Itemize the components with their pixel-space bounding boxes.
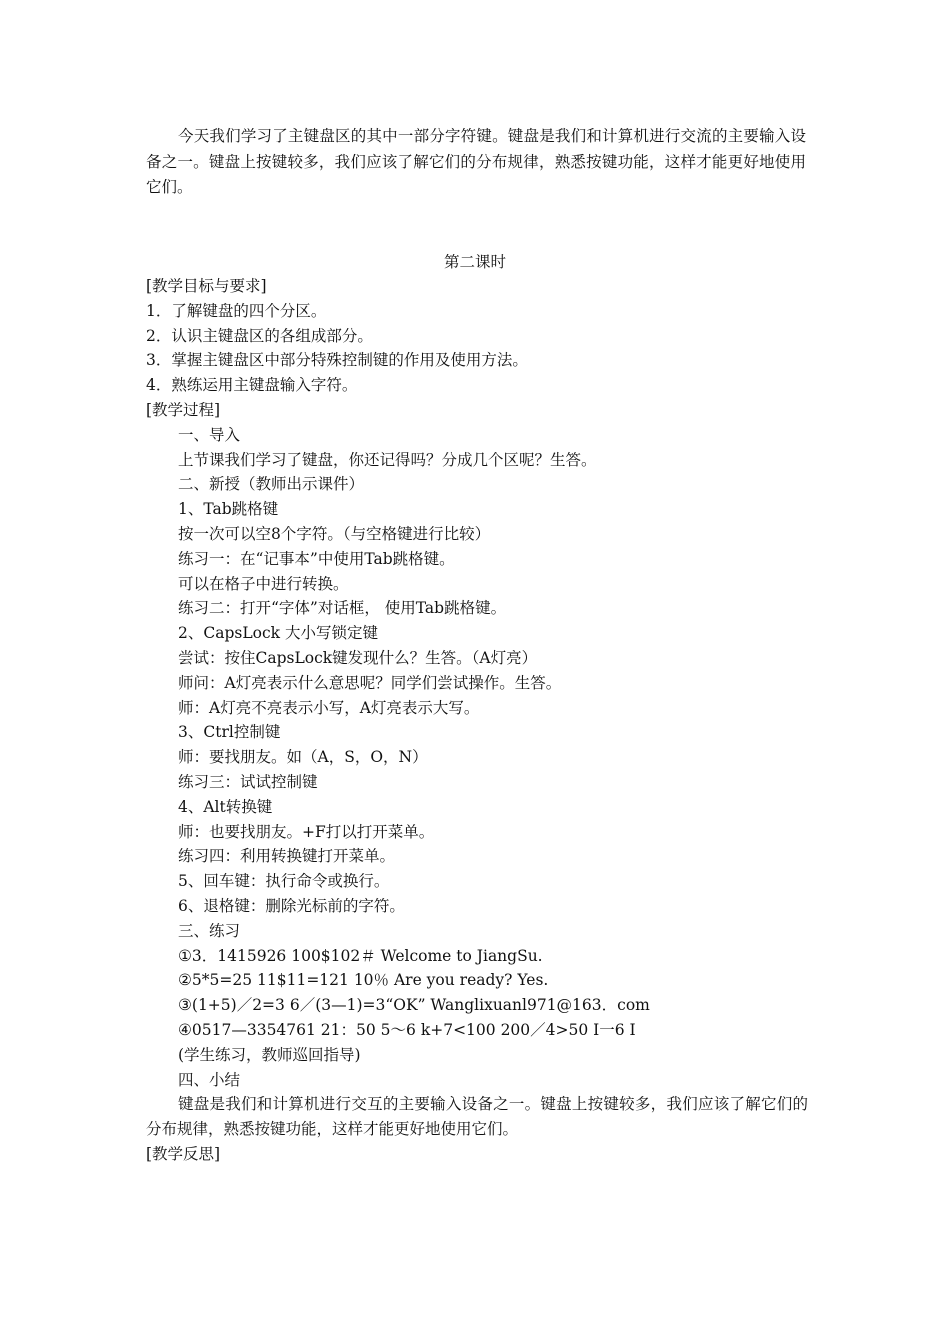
key-backspace-line: 6、退格键：删除光标前的字符。	[178, 896, 405, 915]
goals-heading: [教学目标与要求]	[146, 277, 267, 295]
section-practice-heading: 三、练习	[178, 921, 241, 940]
process-line: 尝试：按住CapsLock键发现什么？生答。（A灯亮）	[178, 648, 538, 667]
process-line: 上节课我们学习了键盘，你还记得吗？分成几个区呢？生答。	[178, 450, 597, 469]
process-line: 师问：A灯亮表示什么意思呢？同学们尝试操作。生答。	[178, 673, 562, 692]
exercise-line: 练习二：打开“字体”对话框， 使用Tab跳格键。	[178, 599, 507, 618]
key-tab-heading: 1、Tab跳格键	[178, 500, 279, 519]
process-line: 按一次可以空8个字符。（与空格键进行比较）	[178, 524, 491, 543]
process-line: 可以在格子中进行转换。	[178, 574, 349, 593]
reflection-heading: [教学反思]	[146, 1144, 221, 1163]
practice-line: ③(1+5)／2=3 6／(3—1)=3“OK” Wanglixuanl971@163．com	[178, 996, 650, 1015]
intro-paragraph: 今天我们学习了主键盘区的其中一部分字符键。键盘是我们和计算机进行交流的主要输入设备之一。键盘上按键较多，我们应该了解它们的分布规律，熟悉按键功能，这样才能更好地使用它们。	[146, 127, 806, 196]
lesson-body	[146, 274, 808, 1167]
key-ctrl-heading: 3、Ctrl控制键	[178, 723, 281, 742]
summary-heading: 四、小结	[178, 1070, 241, 1089]
practice-line: ①3．1415926 100$102＃ Welcome to JiangSu.	[178, 946, 543, 965]
practice-line: ②5*5=25 11$11=121 10％ Are you ready? Yes.	[178, 971, 549, 990]
goal-item: 1．了解键盘的四个分区。	[146, 301, 327, 320]
process-line: 师：也要找朋友。+F打以打开菜单。	[178, 822, 435, 841]
process-line: 师：A灯亮不亮表示小写，A灯亮表示大写。	[178, 698, 480, 717]
key-alt-heading: 4、Alt转换键	[178, 797, 273, 816]
goal-item: 3．掌握主键盘区中部分特殊控制键的作用及使用方法。	[146, 351, 528, 370]
exercise-line: 练习四：利用转换键打开菜单。	[178, 847, 396, 866]
process-line: 师：要找朋友。如（A，S，O，N）	[178, 748, 428, 767]
section-intro-heading: 一、导入	[178, 425, 241, 444]
practice-line: ④0517—3354761 21：50 5～6 k+7<100 200／4>50 Ⅰ一6 Ⅰ	[178, 1020, 636, 1039]
summary-paragraph: 键盘是我们和计算机进行交互的主要输入设备之一。键盘上按键较多，我们应该了解它们的分布规律，熟悉按键功能，这样才能更好地使用它们。	[146, 1095, 808, 1139]
student-note: (学生练习，教师巡回指导)	[178, 1045, 361, 1064]
goal-item: 4．熟练运用主键盘输入字符。	[146, 376, 358, 395]
lesson-title: 第二课时	[443, 253, 506, 271]
key-enter-line: 5、回车键：执行命令或换行。	[178, 872, 390, 891]
process-heading: [教学过程]	[146, 400, 221, 419]
goal-item: 2．认识主键盘区的各组成部分。	[146, 326, 373, 345]
key-capslock-heading: 2、CapsLock 大小写锁定键	[178, 624, 378, 643]
section-new-heading: 二、新授（教师出示课件）	[178, 475, 365, 494]
exercise-line: 练习三：试试控制键	[178, 772, 318, 791]
exercise-line: 练习一：在“记事本”中使用Tab跳格键。	[178, 549, 455, 568]
